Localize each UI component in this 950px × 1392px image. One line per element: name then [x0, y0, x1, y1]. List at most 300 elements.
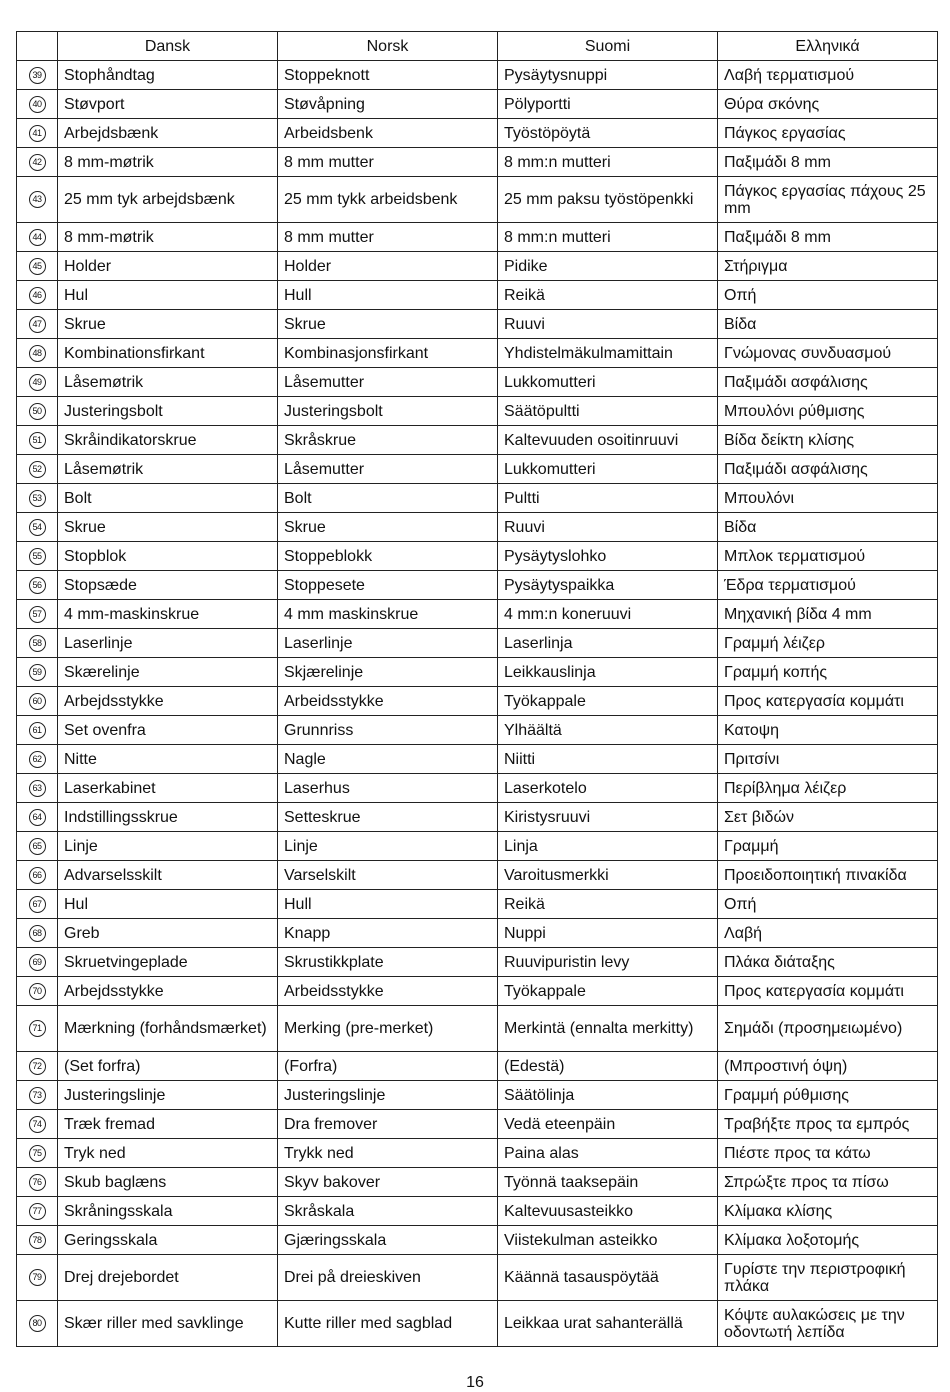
norsk-cell: Merking (pre-merket)	[278, 1006, 498, 1052]
suomi-cell: Vedä eteenpäin	[498, 1110, 718, 1139]
dansk-cell: Skrue	[58, 513, 278, 542]
item-number-cell	[17, 716, 58, 745]
suomi-cell: Varoitusmerkki	[498, 861, 718, 890]
ellinika-cell: Πλάκα διάταξης	[718, 948, 938, 977]
suomi-cell: 8 mm:n mutteri	[498, 223, 718, 252]
suomi-cell: 25 mm paksu työstöpenkki	[498, 177, 718, 223]
table-row	[17, 1081, 938, 1110]
table-row	[17, 716, 938, 745]
item-number: 65	[29, 838, 46, 855]
suomi-cell: Työnnä taaksepäin	[498, 1168, 718, 1197]
item-number-cell	[17, 542, 58, 571]
ellinika-cell: Βίδα	[718, 310, 938, 339]
dansk-cell: Arbejdsbænk	[58, 119, 278, 148]
ellinika-cell: Παξιμάδι 8 mm	[718, 148, 938, 177]
item-number: 80	[29, 1315, 46, 1332]
table-row	[17, 1052, 938, 1081]
ellinika-cell: Γραμμή	[718, 832, 938, 861]
item-number-cell	[17, 397, 58, 426]
item-number: 42	[29, 154, 46, 171]
suomi-cell: Viistekulman asteikko	[498, 1226, 718, 1255]
ellinika-cell: Κόψτε αυλακώσεις με την οδοντωτή λεπίδα	[718, 1301, 938, 1347]
table-row	[17, 919, 938, 948]
dansk-cell: Indstillingsskrue	[58, 803, 278, 832]
item-number-cell	[17, 1006, 58, 1052]
item-number-cell	[17, 658, 58, 687]
header-ellinika: Ελληνικά	[718, 32, 938, 61]
ellinika-cell: Βίδα δείκτη κλίσης	[718, 426, 938, 455]
item-number: 55	[29, 548, 46, 565]
item-number-cell	[17, 919, 58, 948]
item-number-cell	[17, 252, 58, 281]
suomi-cell: Säätölinja	[498, 1081, 718, 1110]
item-number: 57	[29, 606, 46, 623]
ellinika-cell: Προειδοποιητική πινακίδα	[718, 861, 938, 890]
table-row	[17, 61, 938, 90]
table-row	[17, 600, 938, 629]
table-row	[17, 177, 938, 223]
suomi-cell: Pultti	[498, 484, 718, 513]
table-row	[17, 1006, 938, 1052]
suomi-cell: Nuppi	[498, 919, 718, 948]
norsk-cell: Setteskrue	[278, 803, 498, 832]
item-number-cell	[17, 832, 58, 861]
suomi-cell: Ylhäältä	[498, 716, 718, 745]
suomi-cell: 4 mm:n koneruuvi	[498, 600, 718, 629]
suomi-cell: Linja	[498, 832, 718, 861]
norsk-cell: Skrue	[278, 513, 498, 542]
ellinika-cell: Κλίμακα κλίσης	[718, 1197, 938, 1226]
item-number: 79	[29, 1269, 46, 1286]
suomi-cell: Kiristysruuvi	[498, 803, 718, 832]
table-row	[17, 455, 938, 484]
dansk-cell: Låsemøtrik	[58, 455, 278, 484]
norsk-cell: Justeringslinje	[278, 1081, 498, 1110]
item-number-cell	[17, 745, 58, 774]
ellinika-cell: Πριτσίνι	[718, 745, 938, 774]
norsk-cell: Hull	[278, 281, 498, 310]
norsk-cell: Justeringsbolt	[278, 397, 498, 426]
dansk-cell: Bolt	[58, 484, 278, 513]
item-number: 66	[29, 867, 46, 884]
item-number-cell	[17, 774, 58, 803]
norsk-cell: Knapp	[278, 919, 498, 948]
ellinika-cell: Οπή	[718, 281, 938, 310]
suomi-cell: Ruuvipuristin levy	[498, 948, 718, 977]
ellinika-cell: Γραμμή κοπής	[718, 658, 938, 687]
table-row	[17, 658, 938, 687]
norsk-cell: Laserlinje	[278, 629, 498, 658]
item-number: 45	[29, 258, 46, 275]
glossary-body	[17, 61, 938, 1347]
item-number: 72	[29, 1058, 46, 1075]
table-row	[17, 310, 938, 339]
item-number: 47	[29, 316, 46, 333]
suomi-cell: Pysäytysnuppi	[498, 61, 718, 90]
item-number-cell	[17, 281, 58, 310]
item-number-cell	[17, 148, 58, 177]
ellinika-cell: Προς κατεργασία κομμάτι	[718, 687, 938, 716]
norsk-cell: Arbeidsstykke	[278, 687, 498, 716]
table-row	[17, 890, 938, 919]
dansk-cell: Holder	[58, 252, 278, 281]
norsk-cell: Linje	[278, 832, 498, 861]
dansk-cell: Arbejdsstykke	[58, 687, 278, 716]
suomi-cell: Reikä	[498, 890, 718, 919]
dansk-cell: Skrue	[58, 310, 278, 339]
norsk-cell: Laserhus	[278, 774, 498, 803]
norsk-cell: (Forfra)	[278, 1052, 498, 1081]
item-number: 70	[29, 983, 46, 1000]
ellinika-cell: Λαβή	[718, 919, 938, 948]
norsk-cell: Stoppeblokk	[278, 542, 498, 571]
item-number: 49	[29, 374, 46, 391]
suomi-cell: Pölyportti	[498, 90, 718, 119]
ellinika-cell: Μπλοκ τερματισμού	[718, 542, 938, 571]
dansk-cell: Arbejdsstykke	[58, 977, 278, 1006]
dansk-cell: Stopblok	[58, 542, 278, 571]
item-number-cell	[17, 977, 58, 1006]
item-number-cell	[17, 368, 58, 397]
item-number: 53	[29, 490, 46, 507]
dansk-cell: Laserlinje	[58, 629, 278, 658]
item-number-cell	[17, 1301, 58, 1347]
norsk-cell: Arbeidsstykke	[278, 977, 498, 1006]
ellinika-cell: Γραμμή λέιζερ	[718, 629, 938, 658]
table-row	[17, 861, 938, 890]
norsk-cell: Holder	[278, 252, 498, 281]
item-number-cell	[17, 1139, 58, 1168]
suomi-cell: Käännä tasauspöytää	[498, 1255, 718, 1301]
table-row	[17, 803, 938, 832]
table-row	[17, 223, 938, 252]
dansk-cell: 8 mm-møtrik	[58, 148, 278, 177]
norsk-cell: 25 mm tykk arbeidsbenk	[278, 177, 498, 223]
item-number-cell	[17, 61, 58, 90]
table-row	[17, 1197, 938, 1226]
item-number: 60	[29, 693, 46, 710]
dansk-cell: 8 mm-møtrik	[58, 223, 278, 252]
item-number: 39	[29, 67, 46, 84]
item-number: 43	[29, 191, 46, 208]
item-number: 44	[29, 229, 46, 246]
item-number: 75	[29, 1145, 46, 1162]
item-number: 63	[29, 780, 46, 797]
dansk-cell: Træk fremad	[58, 1110, 278, 1139]
item-number: 69	[29, 954, 46, 971]
item-number-cell	[17, 1197, 58, 1226]
table-row	[17, 119, 938, 148]
norsk-cell: Støvåpning	[278, 90, 498, 119]
item-number-cell	[17, 339, 58, 368]
table-row	[17, 1139, 938, 1168]
norsk-cell: Låsemutter	[278, 368, 498, 397]
table-row	[17, 1226, 938, 1255]
dansk-cell: Laserkabinet	[58, 774, 278, 803]
page-number: 16	[466, 1374, 484, 1391]
table-row	[17, 90, 938, 119]
ellinika-cell: Μηχανική βίδα 4 mm	[718, 600, 938, 629]
ellinika-cell: Σετ βιδών	[718, 803, 938, 832]
item-number: 76	[29, 1174, 46, 1191]
ellinika-cell: Πιέστε προς τα κάτω	[718, 1139, 938, 1168]
suomi-cell: Työstöpöytä	[498, 119, 718, 148]
table-row	[17, 484, 938, 513]
table-row	[17, 397, 938, 426]
item-number: 62	[29, 751, 46, 768]
item-number-cell	[17, 890, 58, 919]
ellinika-cell: Θύρα σκόνης	[718, 90, 938, 119]
dansk-cell: Kombinationsfirkant	[58, 339, 278, 368]
table-row	[17, 977, 938, 1006]
ellinika-cell: Γραμμή ρύθμισης	[718, 1081, 938, 1110]
table-row	[17, 1168, 938, 1197]
item-number-cell	[17, 455, 58, 484]
suomi-cell: 8 mm:n mutteri	[498, 148, 718, 177]
table-row	[17, 513, 938, 542]
dansk-cell: Skub baglæns	[58, 1168, 278, 1197]
dansk-cell: Stopsæde	[58, 571, 278, 600]
item-number-cell	[17, 426, 58, 455]
dansk-cell: Støvport	[58, 90, 278, 119]
ellinika-cell: Πάγκος εργασίας πάχους 25 mm	[718, 177, 938, 223]
dansk-cell: Tryk ned	[58, 1139, 278, 1168]
norsk-cell: Gjæringsskala	[278, 1226, 498, 1255]
ellinika-cell: Έδρα τερματισμού	[718, 571, 938, 600]
table-row	[17, 774, 938, 803]
ellinika-cell: Κατοψη	[718, 716, 938, 745]
table-row	[17, 281, 938, 310]
ellinika-cell: Οπή	[718, 890, 938, 919]
ellinika-cell: Γυρίστε την περιστροφική πλάκα	[718, 1255, 938, 1301]
item-number-cell	[17, 513, 58, 542]
item-number: 41	[29, 125, 46, 142]
suomi-cell: Lukkomutteri	[498, 368, 718, 397]
table-row	[17, 339, 938, 368]
ellinika-cell: (Μπροστινή όψη)	[718, 1052, 938, 1081]
table-row	[17, 1301, 938, 1347]
item-number-cell	[17, 861, 58, 890]
item-number-cell	[17, 1110, 58, 1139]
dansk-cell: Greb	[58, 919, 278, 948]
item-number: 59	[29, 664, 46, 681]
table-row	[17, 571, 938, 600]
dansk-cell: Stophåndtag	[58, 61, 278, 90]
norsk-cell: Arbeidsbenk	[278, 119, 498, 148]
item-number-cell	[17, 1168, 58, 1197]
norsk-cell: Nagle	[278, 745, 498, 774]
dansk-cell: Skær riller med savklinge	[58, 1301, 278, 1347]
ellinika-cell: Προς κατεργασία κομμάτι	[718, 977, 938, 1006]
ellinika-cell: Παξιμάδι 8 mm	[718, 223, 938, 252]
suomi-cell: Kaltevuusasteikko	[498, 1197, 718, 1226]
norsk-cell: Skyv bakover	[278, 1168, 498, 1197]
suomi-cell: Ruuvi	[498, 310, 718, 339]
suomi-cell: Työkappale	[498, 687, 718, 716]
item-number: 56	[29, 577, 46, 594]
item-number: 46	[29, 287, 46, 304]
dansk-cell: Set ovenfra	[58, 716, 278, 745]
suomi-cell: Ruuvi	[498, 513, 718, 542]
table-row	[17, 745, 938, 774]
table-row	[17, 368, 938, 397]
table-row	[17, 148, 938, 177]
item-number: 68	[29, 925, 46, 942]
item-number: 71	[29, 1020, 46, 1037]
norsk-cell: Grunnriss	[278, 716, 498, 745]
suomi-cell: Merkintä (ennalta merkitty)	[498, 1006, 718, 1052]
suomi-cell: Pysäytyslohko	[498, 542, 718, 571]
table-row	[17, 426, 938, 455]
norsk-cell: Kutte riller med sagblad	[278, 1301, 498, 1347]
dansk-cell: Skruetvingeplade	[58, 948, 278, 977]
table-row	[17, 542, 938, 571]
item-number: 50	[29, 403, 46, 420]
norsk-cell: 4 mm maskinskrue	[278, 600, 498, 629]
table-row	[17, 832, 938, 861]
norsk-cell: Trykk ned	[278, 1139, 498, 1168]
dansk-cell: Hul	[58, 890, 278, 919]
dansk-cell: Linje	[58, 832, 278, 861]
item-number-cell	[17, 1226, 58, 1255]
header-norsk: Norsk	[278, 32, 498, 61]
table-row	[17, 948, 938, 977]
norsk-cell: Skrue	[278, 310, 498, 339]
norsk-cell: Skråskrue	[278, 426, 498, 455]
dansk-cell: Låsemøtrik	[58, 368, 278, 397]
dansk-cell: Geringsskala	[58, 1226, 278, 1255]
dansk-cell: Drej drejebordet	[58, 1255, 278, 1301]
norsk-cell: Drei på dreieskiven	[278, 1255, 498, 1301]
header-row	[17, 32, 938, 61]
header-suomi: Suomi	[498, 32, 718, 61]
dansk-cell: Justeringsbolt	[58, 397, 278, 426]
item-number: 40	[29, 96, 46, 113]
header-dansk: Dansk	[58, 32, 278, 61]
suomi-cell: Kaltevuuden osoitinruuvi	[498, 426, 718, 455]
suomi-cell: Reikä	[498, 281, 718, 310]
suomi-cell: Pidike	[498, 252, 718, 281]
norsk-cell: Skrustikkplate	[278, 948, 498, 977]
dansk-cell: 4 mm-maskinskrue	[58, 600, 278, 629]
item-number: 74	[29, 1116, 46, 1133]
dansk-cell: (Set forfra)	[58, 1052, 278, 1081]
item-number: 77	[29, 1203, 46, 1220]
item-number-cell	[17, 310, 58, 339]
item-number-cell	[17, 90, 58, 119]
ellinika-cell: Σημάδι (προσημειωμένο)	[718, 1006, 938, 1052]
item-number-cell	[17, 177, 58, 223]
item-number: 48	[29, 345, 46, 362]
norsk-cell: Stoppeknott	[278, 61, 498, 90]
item-number: 78	[29, 1232, 46, 1249]
ellinika-cell: Βίδα	[718, 513, 938, 542]
item-number-cell	[17, 948, 58, 977]
norsk-cell: Skjærelinje	[278, 658, 498, 687]
norsk-cell: Kombinasjonsfirkant	[278, 339, 498, 368]
suomi-cell: Yhdistelmäkulmamittain	[498, 339, 718, 368]
item-number-cell	[17, 803, 58, 832]
norsk-cell: Stoppesete	[278, 571, 498, 600]
ellinika-cell: Μπουλόνι	[718, 484, 938, 513]
ellinika-cell: Περίβλημα λέιζερ	[718, 774, 938, 803]
dansk-cell: Mærkning (forhåndsmærket)	[58, 1006, 278, 1052]
ellinika-cell: Παξιμάδι ασφάλισης	[718, 455, 938, 484]
dansk-cell: Skærelinje	[58, 658, 278, 687]
ellinika-cell: Πάγκος εργασίας	[718, 119, 938, 148]
table-row	[17, 629, 938, 658]
item-number-cell	[17, 1081, 58, 1110]
item-number: 58	[29, 635, 46, 652]
dansk-cell: 25 mm tyk arbejdsbænk	[58, 177, 278, 223]
item-number-cell	[17, 600, 58, 629]
item-number: 51	[29, 432, 46, 449]
ellinika-cell: Γνώμονας συνδυασμού	[718, 339, 938, 368]
dansk-cell: Justeringslinje	[58, 1081, 278, 1110]
suomi-cell: Lukkomutteri	[498, 455, 718, 484]
item-number-cell	[17, 571, 58, 600]
norsk-cell: Låsemutter	[278, 455, 498, 484]
item-number: 73	[29, 1087, 46, 1104]
ellinika-cell: Σπρώξτε προς τα πίσω	[718, 1168, 938, 1197]
norsk-cell: Skråskala	[278, 1197, 498, 1226]
norsk-cell: 8 mm mutter	[278, 223, 498, 252]
item-number: 67	[29, 896, 46, 913]
norsk-cell: Hull	[278, 890, 498, 919]
header-number	[17, 32, 58, 61]
table-row	[17, 1110, 938, 1139]
suomi-cell: Säätöpultti	[498, 397, 718, 426]
suomi-cell: (Edestä)	[498, 1052, 718, 1081]
suomi-cell: Laserkotelo	[498, 774, 718, 803]
norsk-cell: Dra fremover	[278, 1110, 498, 1139]
table-row	[17, 1255, 938, 1301]
norsk-cell: 8 mm mutter	[278, 148, 498, 177]
suomi-cell: Leikkauslinja	[498, 658, 718, 687]
dansk-cell: Skråindikatorskrue	[58, 426, 278, 455]
item-number-cell	[17, 687, 58, 716]
item-number: 52	[29, 461, 46, 478]
table-row	[17, 252, 938, 281]
suomi-cell: Laserlinja	[498, 629, 718, 658]
suomi-cell: Niitti	[498, 745, 718, 774]
dansk-cell: Nitte	[58, 745, 278, 774]
ellinika-cell: Τραβήξτε προς τα εμπρός	[718, 1110, 938, 1139]
suomi-cell: Työkappale	[498, 977, 718, 1006]
item-number-cell	[17, 1052, 58, 1081]
suomi-cell: Leikkaa urat sahanterällä	[498, 1301, 718, 1347]
dansk-cell: Skråningsskala	[58, 1197, 278, 1226]
glossary-table	[16, 31, 938, 1347]
item-number-cell	[17, 223, 58, 252]
item-number-cell	[17, 1255, 58, 1301]
dansk-cell: Hul	[58, 281, 278, 310]
table-row	[17, 687, 938, 716]
dansk-cell: Advarselsskilt	[58, 861, 278, 890]
ellinika-cell: Παξιμάδι ασφάλισης	[718, 368, 938, 397]
item-number-cell	[17, 119, 58, 148]
suomi-cell: Paina alas	[498, 1139, 718, 1168]
item-number: 61	[29, 722, 46, 739]
ellinika-cell: Κλίμακα λοξοτομής	[718, 1226, 938, 1255]
ellinika-cell: Μπουλόνι ρύθμισης	[718, 397, 938, 426]
ellinika-cell: Στήριγμα	[718, 252, 938, 281]
item-number: 54	[29, 519, 46, 536]
suomi-cell: Pysäytyspaikka	[498, 571, 718, 600]
item-number-cell	[17, 484, 58, 513]
norsk-cell: Varselskilt	[278, 861, 498, 890]
item-number: 64	[29, 809, 46, 826]
